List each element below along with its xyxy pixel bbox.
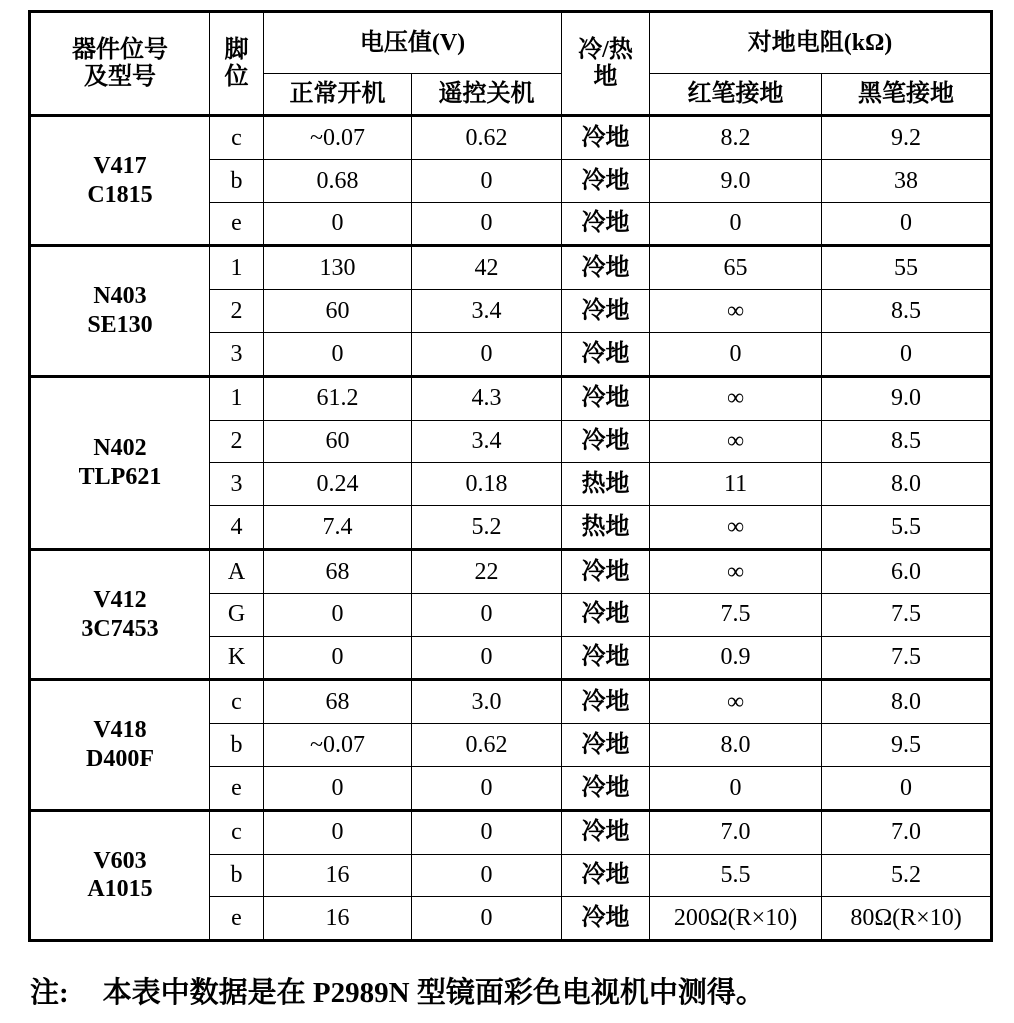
off-cell: 42 (412, 246, 562, 290)
ground-cell: 冷地 (562, 549, 650, 593)
red-cell: 0.9 (650, 636, 822, 680)
red-cell: 7.0 (650, 810, 822, 854)
on-cell: 16 (264, 854, 412, 897)
black-cell: 9.5 (822, 724, 992, 767)
off-cell: 3.0 (412, 680, 562, 724)
on-cell: 61.2 (264, 376, 412, 420)
ground-cell: 冷地 (562, 724, 650, 767)
black-cell: 5.5 (822, 506, 992, 550)
on-cell: 0.68 (264, 159, 412, 202)
off-cell: 0 (412, 332, 562, 376)
red-cell: 65 (650, 246, 822, 290)
black-cell: 6.0 (822, 549, 992, 593)
pin-cell: c (210, 810, 264, 854)
black-cell: 9.2 (822, 116, 992, 160)
ground-cell: 冷地 (562, 680, 650, 724)
footnote-label: 注: (30, 977, 69, 1009)
black-cell: 0 (822, 332, 992, 376)
black-cell: 0 (822, 766, 992, 810)
off-cell: 22 (412, 549, 562, 593)
pin-cell: 3 (210, 463, 264, 506)
black-cell: 38 (822, 159, 992, 202)
table-row (30, 246, 992, 290)
pin-cell: 3 (210, 332, 264, 376)
table-row (30, 549, 992, 593)
on-cell: 7.4 (264, 506, 412, 550)
off-cell: 0.62 (412, 116, 562, 160)
red-cell: 9.0 (650, 159, 822, 202)
red-cell: ∞ (650, 680, 822, 724)
ground-cell: 热地 (562, 506, 650, 550)
on-cell: 68 (264, 549, 412, 593)
black-cell: 0 (822, 202, 992, 246)
on-cell: 60 (264, 290, 412, 333)
ground-cell: 冷地 (562, 810, 650, 854)
device-cell: V603 A1015 (30, 810, 210, 940)
pin-cell: A (210, 549, 264, 593)
ground-cell: 冷地 (562, 290, 650, 333)
ground-cell: 冷地 (562, 593, 650, 636)
black-cell: 7.5 (822, 593, 992, 636)
on-cell: 16 (264, 897, 412, 941)
pin-cell: 1 (210, 376, 264, 420)
off-cell: 5.2 (412, 506, 562, 550)
off-cell: 0 (412, 636, 562, 680)
red-cell: ∞ (650, 376, 822, 420)
measurement-table (28, 10, 993, 942)
red-cell: 5.5 (650, 854, 822, 897)
red-cell: 0 (650, 202, 822, 246)
red-cell: 0 (650, 766, 822, 810)
black-cell: 5.2 (822, 854, 992, 897)
pin-cell: e (210, 766, 264, 810)
table-row (30, 810, 992, 854)
device-cell: N402 TLP621 (30, 376, 210, 549)
device-cell: V412 3C7453 (30, 549, 210, 679)
device-cell: V417 C1815 (30, 116, 210, 246)
black-cell: 8.0 (822, 680, 992, 724)
off-cell: 3.4 (412, 290, 562, 333)
table-row (30, 680, 992, 724)
ground-cell: 热地 (562, 463, 650, 506)
footnote (30, 970, 765, 1011)
header-voltage-on: 正常开机 (264, 74, 412, 116)
pin-cell: G (210, 593, 264, 636)
pin-cell: c (210, 680, 264, 724)
red-cell: ∞ (650, 290, 822, 333)
black-cell: 80Ω(R×10) (822, 897, 992, 941)
ground-cell: 冷地 (562, 636, 650, 680)
black-cell: 8.0 (822, 463, 992, 506)
ground-cell: 冷地 (562, 202, 650, 246)
black-cell: 55 (822, 246, 992, 290)
header-res-red: 红笔接地 (650, 74, 822, 116)
on-cell: 0 (264, 593, 412, 636)
red-cell: 8.2 (650, 116, 822, 160)
off-cell: 0 (412, 202, 562, 246)
header-pin: 脚 位 (210, 12, 264, 116)
off-cell: 0 (412, 593, 562, 636)
ground-cell: 冷地 (562, 116, 650, 160)
off-cell: 0 (412, 159, 562, 202)
red-cell: ∞ (650, 506, 822, 550)
black-cell: 7.5 (822, 636, 992, 680)
on-cell: 130 (264, 246, 412, 290)
on-cell: 0 (264, 766, 412, 810)
red-cell: 200Ω(R×10) (650, 897, 822, 941)
on-cell: 0 (264, 636, 412, 680)
on-cell: 68 (264, 680, 412, 724)
off-cell: 3.4 (412, 420, 562, 463)
red-cell: ∞ (650, 420, 822, 463)
off-cell: 0 (412, 766, 562, 810)
header-device: 器件位号 及型号 (30, 12, 210, 116)
pin-cell: c (210, 116, 264, 160)
ground-cell: 冷地 (562, 766, 650, 810)
red-cell: 11 (650, 463, 822, 506)
table-row (30, 376, 992, 420)
header-voltage: 电压值(V) (264, 12, 562, 74)
off-cell: 4.3 (412, 376, 562, 420)
on-cell: ~0.07 (264, 116, 412, 160)
off-cell: 0 (412, 897, 562, 941)
black-cell: 7.0 (822, 810, 992, 854)
header-resistance: 对地电阻(kΩ) (650, 12, 992, 74)
black-cell: 9.0 (822, 376, 992, 420)
header-ground: 冷/热 地 (562, 12, 650, 116)
red-cell: 7.5 (650, 593, 822, 636)
off-cell: 0 (412, 810, 562, 854)
off-cell: 0 (412, 854, 562, 897)
on-cell: 60 (264, 420, 412, 463)
pin-cell: e (210, 202, 264, 246)
pin-cell: 2 (210, 290, 264, 333)
black-cell: 8.5 (822, 420, 992, 463)
off-cell: 0.62 (412, 724, 562, 767)
on-cell: 0 (264, 332, 412, 376)
ground-cell: 冷地 (562, 376, 650, 420)
pin-cell: 2 (210, 420, 264, 463)
red-cell: 8.0 (650, 724, 822, 767)
table-body (30, 116, 992, 941)
pin-cell: b (210, 724, 264, 767)
footnote-text: 本表中数据是在 P2989N 型镜面彩色电视机中测得。 (102, 977, 765, 1009)
ground-cell: 冷地 (562, 159, 650, 202)
pin-cell: e (210, 897, 264, 941)
red-cell: 0 (650, 332, 822, 376)
on-cell: 0 (264, 810, 412, 854)
ground-cell: 冷地 (562, 897, 650, 941)
device-cell: V418 D400F (30, 680, 210, 810)
pin-cell: 4 (210, 506, 264, 550)
pin-cell: b (210, 159, 264, 202)
pin-cell: 1 (210, 246, 264, 290)
pin-cell: K (210, 636, 264, 680)
header-voltage-off: 遥控关机 (412, 74, 562, 116)
device-cell: N403 SE130 (30, 246, 210, 376)
on-cell: 0 (264, 202, 412, 246)
ground-cell: 冷地 (562, 420, 650, 463)
black-cell: 8.5 (822, 290, 992, 333)
off-cell: 0.18 (412, 463, 562, 506)
on-cell: 0.24 (264, 463, 412, 506)
on-cell: ~0.07 (264, 724, 412, 767)
red-cell: ∞ (650, 549, 822, 593)
ground-cell: 冷地 (562, 246, 650, 290)
table-row (30, 116, 992, 160)
ground-cell: 冷地 (562, 854, 650, 897)
header-res-black: 黑笔接地 (822, 74, 992, 116)
pin-cell: b (210, 854, 264, 897)
ground-cell: 冷地 (562, 332, 650, 376)
